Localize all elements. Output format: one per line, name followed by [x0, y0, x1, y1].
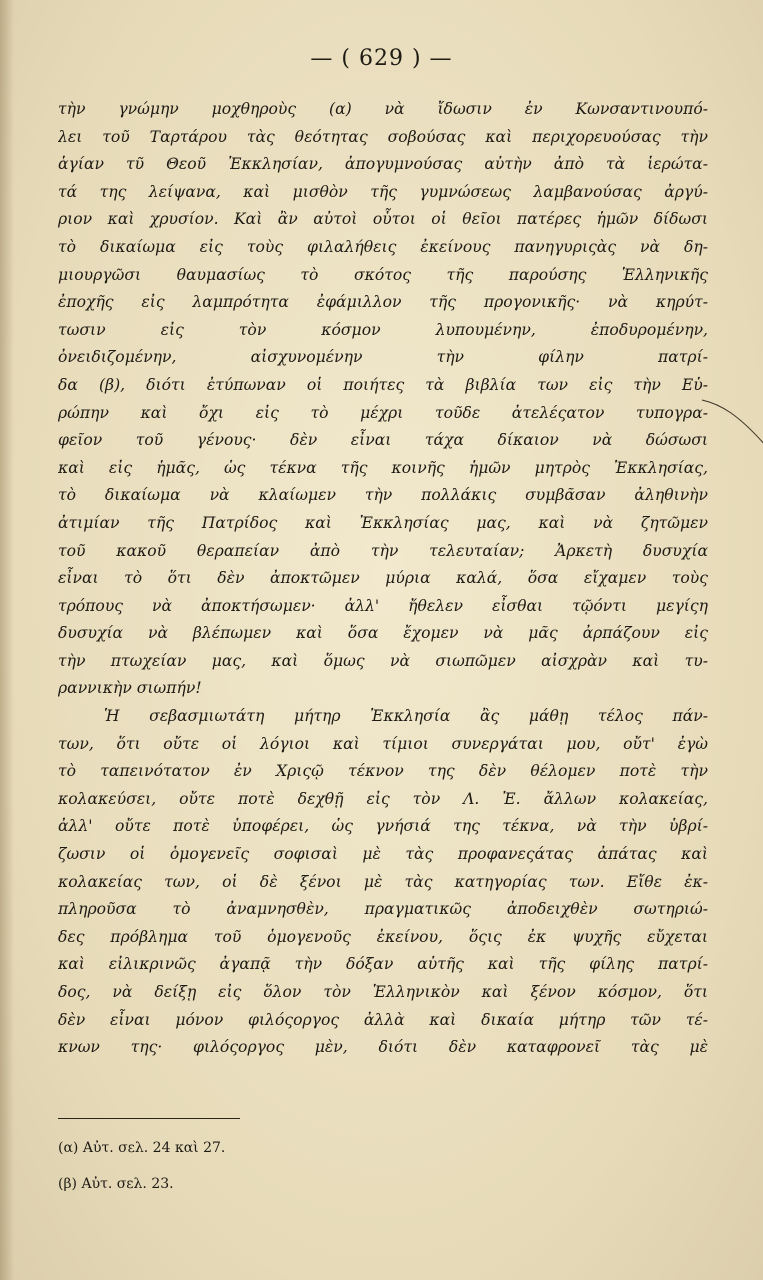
- footnote-rule: [58, 1118, 240, 1119]
- text-line: τοῦ κακοῦ θεραπείαν ἀπὸ τὴν τελευταίαν; Ἀρκετὴ δυσυχία: [58, 541, 708, 560]
- text-line: ἀλλ' οὔτε ποτὲ ὑποφέρει, ὡς γνήσιά της τέκνα, νὰ τὴν ὑβρί-: [58, 817, 708, 836]
- text-line: ζωσιν οἱ ὁμογενεῖς σοφισαὶ μὲ τὰς προφανεςάτας ἀπάτας καὶ: [58, 845, 708, 864]
- text-line: ἀτιμίαν τῆς Πατρίδος καὶ Ἐκκλησίας μας, καὶ νὰ ζητῶμεν: [58, 513, 708, 532]
- text-line: καὶ εἰς ἡμᾶς, ὡς τέκνα τῆς κοινῆς ἡμῶν μητρὸς Ἐκκλησίας,: [58, 458, 708, 477]
- text-line: τὸ ταπεινότατον ἐν Χριςῷ τέκνον της δὲν θέλομεν ποτὲ τὴν: [58, 762, 708, 781]
- paragraph-start-line: Ἡ σεβασμιωτάτη μήτηρ Ἐκκλησία ἂς μάθῃ τέλος πάν-: [104, 707, 708, 726]
- text-line: τὸ δικαίωμα εἰς τοὺς φιλαλήθεις ἐκείνους πανηγυριςὰς νὰ δη-: [58, 237, 708, 256]
- text-line: εἶναι τὸ ὅτι δὲν ἀποκτῶμεν μύρια καλά, ὅσα εἴχαμεν τοὺς: [58, 569, 708, 588]
- text-line: δος, νὰ δείξῃ εἰς ὅλον τὸν Ἑλληνικὸν καὶ ξένον κόσμον, ὅτι: [58, 983, 708, 1001]
- text-line: κνων της· φιλόςοργος μὲν, διότι δὲν καταφρονεῖ τὰς μὲ: [58, 1038, 708, 1057]
- text-line: τά της λείψανα, καὶ μισθὸν τῆς γυμνώσεως λαμβανούσας ἀργύ-: [58, 182, 708, 201]
- page-number-header: — ( 629 ) —: [310, 46, 453, 71]
- text-line: φεῖον τοῦ γένους· δὲν εἶναι τάχα δίκαιον νὰ δώσωσι: [58, 431, 708, 450]
- text-line: ὀνειδιζομένην, αἰσχυνομένην τὴν φίλην πατρί-: [58, 348, 708, 367]
- text-line: δες πρόβλημα τοῦ ὁμογενοῦς ἐκείνου, ὅςις ἐκ ψυχῆς εὔχεται: [58, 927, 708, 946]
- text-line: ἁγίαν τῦ Θεοῦ Ἐκκλησίαν, ἀπογυμνούσας αὐτὴν ἀπὸ τὰ ἱερώτα-: [58, 155, 708, 174]
- text-line: πληροῦσα τὸ ἀναμνησθὲν, πραγματικῶς ἀποδειχθὲν σωτηριώ-: [58, 900, 708, 919]
- text-line: μιουργῶσι θαυμασίως τὸ σκότος τῆς παρούσης Ἑλληνικῆς: [58, 265, 708, 284]
- text-line: τὴν γνώμην μοχθηροὺς (α) νὰ ἴδωσιν ἐν Κωνσαντινουπό-: [58, 100, 708, 118]
- text-line: κολακείας των, οἱ δὲ ξένοι μὲ τὰς κατηγορίας των. Εἴθε ἐκ-: [58, 872, 708, 891]
- text-line: ρώπην καὶ ὄχι εἰς τὸ μέχρι τοῦδε ἀτελέςατον τυπογρα-: [58, 403, 708, 422]
- text-line: ραννικὴν σιωπήν!: [58, 679, 202, 698]
- footnotes: [58, 1130, 458, 1202]
- gutter-shadow: [0, 0, 14, 1280]
- text-line: δα (β), διότι ἐτύπωναν οἱ ποιήτες τὰ βιβλία των εἰς τὴν Εὐ-: [58, 375, 708, 394]
- text-line: τωσιν εἰς τὸν κόσμον λυπουμένην, ἐποδυρομένην,: [58, 320, 708, 339]
- body-text: [58, 96, 708, 1062]
- text-line: τὴν πτωχείαν μας, καὶ ὅμως νὰ σιωπῶμεν αἰσχρὰν καὶ τυ-: [58, 651, 708, 670]
- text-line: καὶ εἰλικρινῶς ἀγαπᾷ τὴν δόξαν αὐτῆς καὶ τῆς φίλης πατρί-: [58, 955, 708, 974]
- margin-ink-mark: [700, 392, 763, 452]
- text-line: ἐποχῆς εἰς λαμπρότητα ἐφάμιλλον τῆς προγονικῆς· νὰ κηρύτ-: [58, 293, 708, 312]
- footnote-beta: (β) Αὐτ. σελ. 23.: [58, 1176, 174, 1192]
- text-line: ριον καὶ χρυσίον. Καὶ ἂν αὐτοὶ οὗτοι οἱ θεῖοι πατέρες ἡμῶν δίδωσι: [58, 210, 708, 229]
- text-line: των, ὅτι οὔτε οἱ λόγιοι καὶ τίμιοι συνεργάται μου, οὔτ' ἐγὼ: [58, 734, 708, 753]
- text-line: δὲν εἶναι μόνον φιλόςοργος ἀλλὰ καὶ δικαία μήτηρ τῶν τέ-: [58, 1010, 708, 1029]
- footnote-alpha: (α) Αὐτ. σελ. 24 καὶ 27.: [58, 1140, 226, 1156]
- text-line: τρόπους νὰ ἀποκτήσωμεν· ἀλλ' ἤθελεν εἶσθαι τῷόντι μεγίςη: [58, 596, 708, 615]
- text-line: λει τοῦ Ταρτάρου τὰς θεότητας σοβούσας καὶ περιχορευούσας τὴν: [58, 127, 708, 146]
- text-line: δυσυχία νὰ βλέπωμεν καὶ ὅσα ἔχομεν νὰ μᾶς ἀρπάζουν εἰς: [58, 624, 708, 643]
- text-line: κολακεύσει, οὔτε ποτὲ δεχθῇ εἰς τὸν Λ. Ἐ. ἄλλων κολακείας,: [58, 789, 708, 808]
- text-line: τὸ δικαίωμα νὰ κλαίωμεν τὴν πολλάκις συμβᾶσαν ἀληθινὴν: [58, 486, 708, 505]
